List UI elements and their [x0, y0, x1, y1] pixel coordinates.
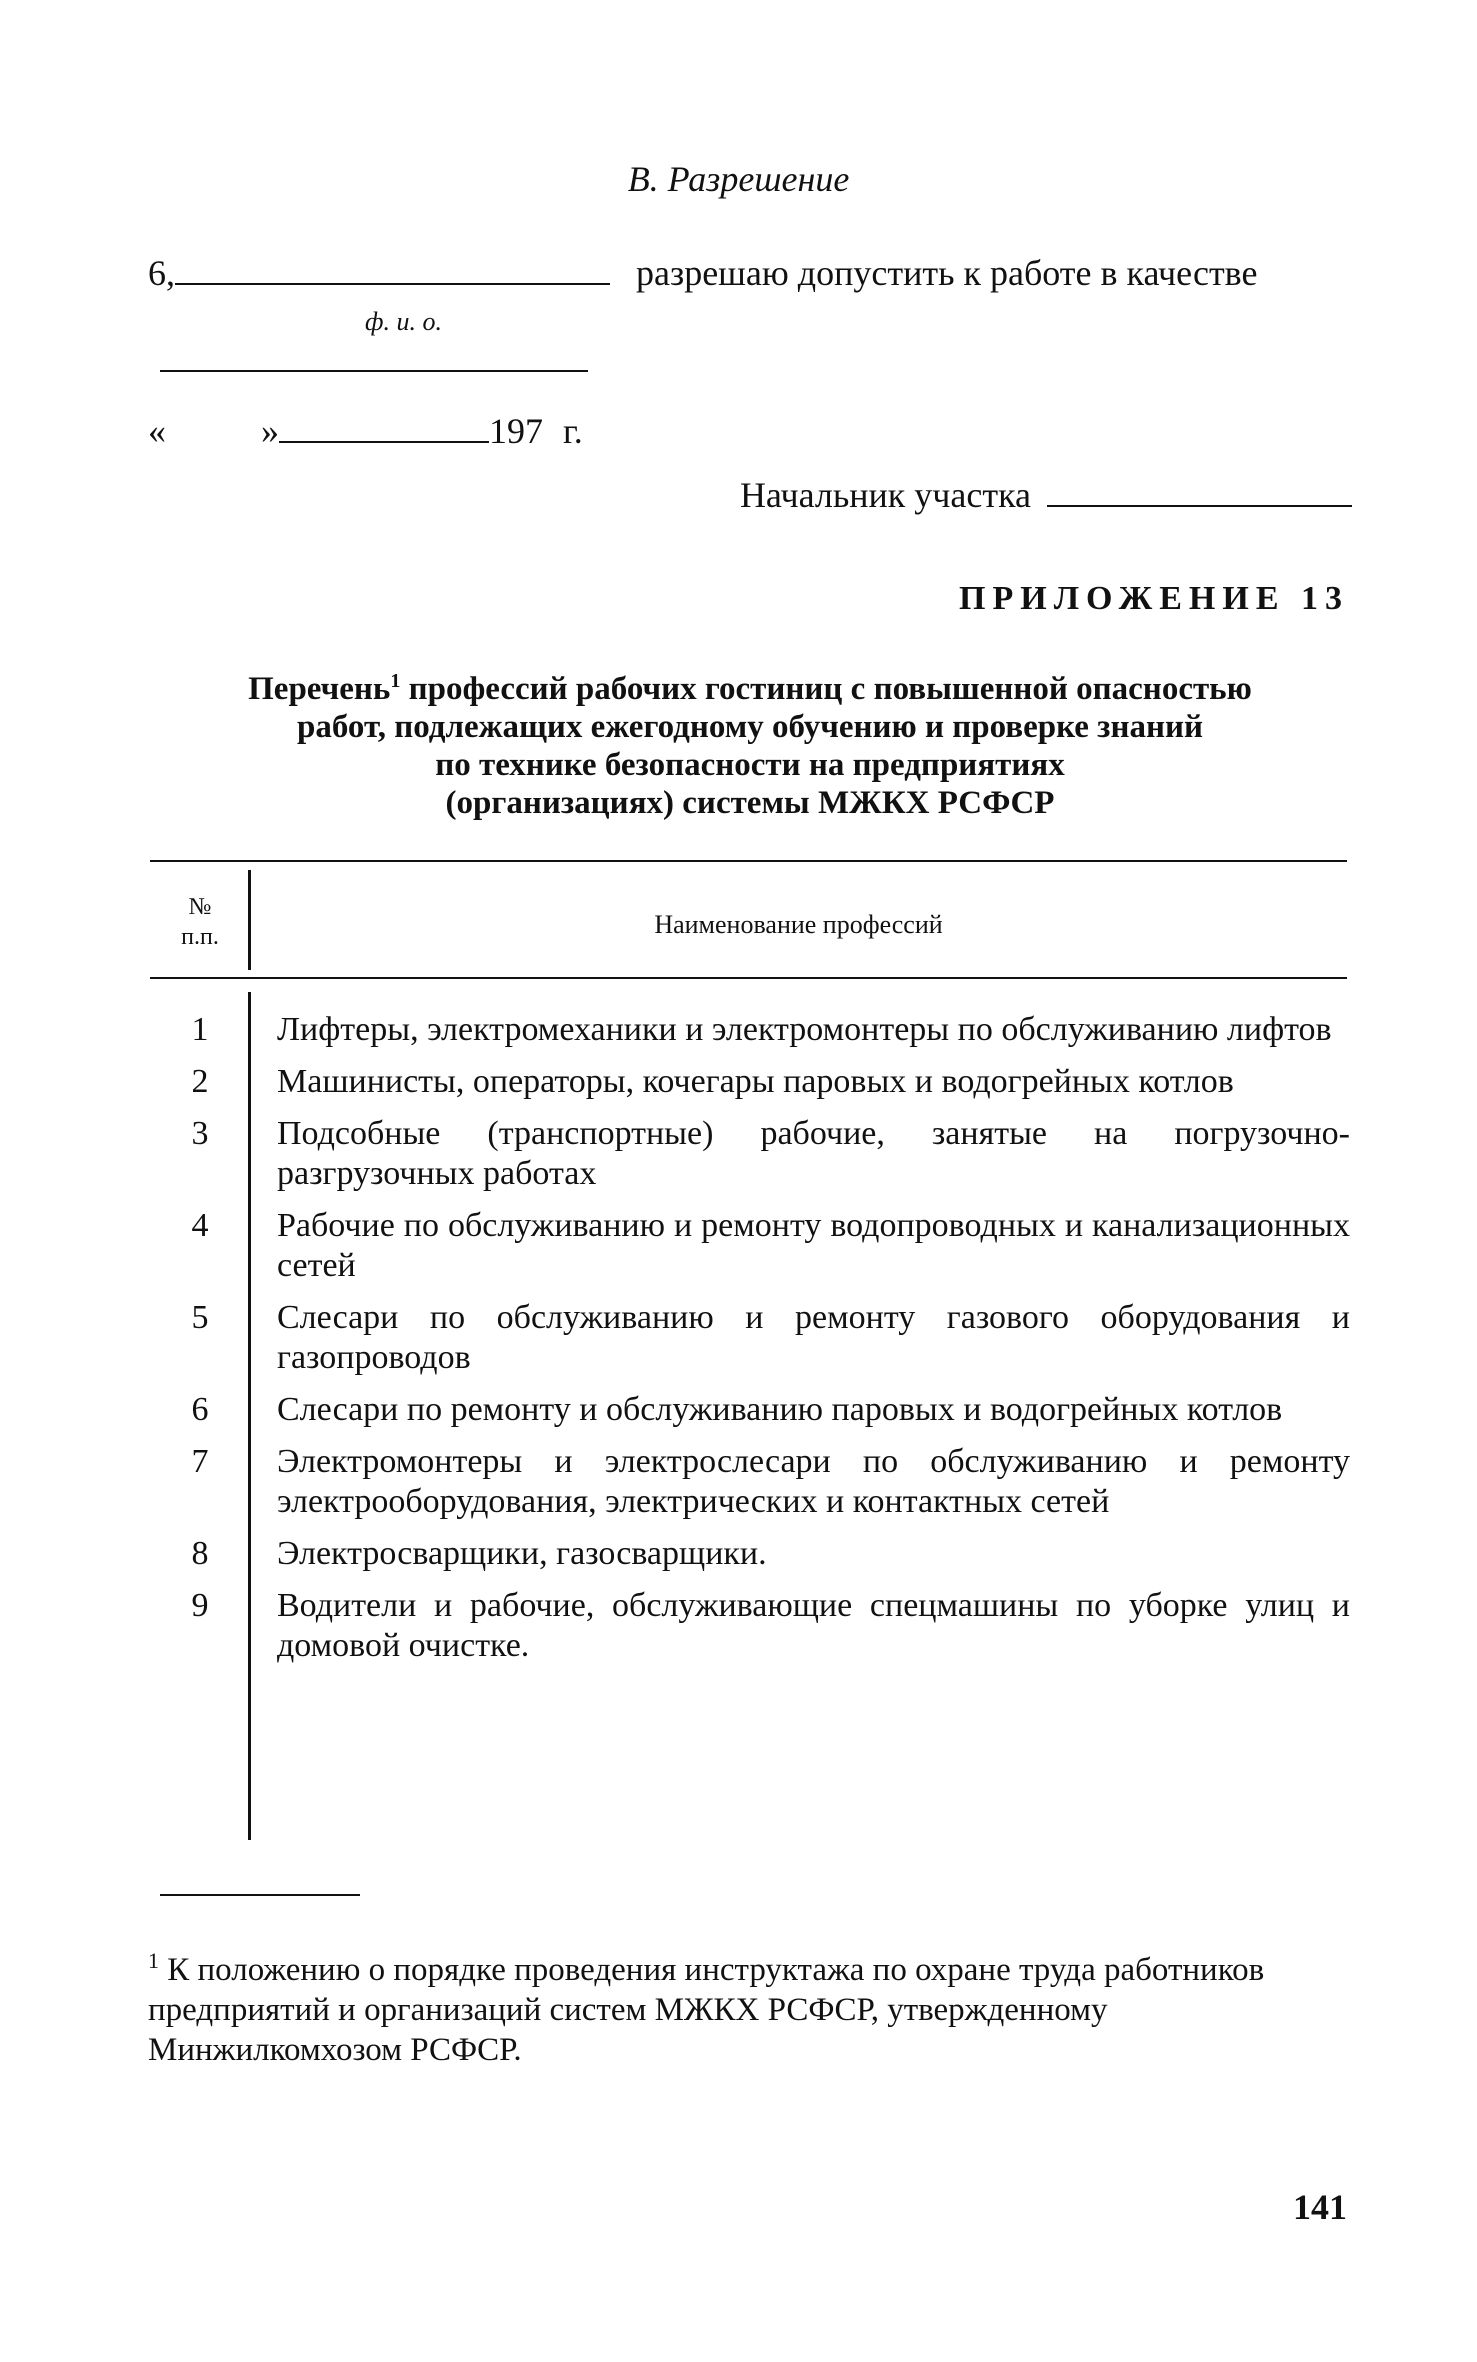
chief-signature-blank	[1047, 479, 1352, 507]
row-profession: Подсобные (транспортные) рабочие, занятые на погрузочно-разгрузочных работах	[277, 1115, 1350, 1192]
heading-line3: по технике безопасности на предприятиях	[435, 747, 1065, 783]
date-blank	[279, 415, 489, 443]
row-number: 4	[191, 1207, 209, 1244]
chief-label: Начальник участка	[739, 475, 1031, 515]
column-header-number-abbr: п.п.	[181, 924, 219, 950]
row-profession: Машинисты, операторы, кочегары паровых и водогрейных котлов	[277, 1063, 1234, 1100]
section-title: В. Разрешение	[627, 159, 850, 199]
table-row	[150, 1114, 1350, 1194]
date-open-quote: «	[148, 411, 166, 451]
permission-line	[148, 252, 1257, 294]
appendix-title: ПРИЛОЖЕНИЕ 13	[959, 580, 1349, 617]
row-profession: Рабочие по обслуживанию и ремонту водопроводных и канализационных сетей	[277, 1207, 1350, 1284]
row-profession: Лифтеры, электромеханики и электромонтеры по обслуживанию лифтов	[277, 1011, 1332, 1048]
footnote-mark: 1	[148, 1948, 159, 1973]
heading-line2: работ, подлежащих ежегодному обучению и проверке знаний	[296, 709, 1204, 745]
table-row	[150, 1298, 1350, 1378]
table-row	[150, 1390, 1350, 1430]
table-row	[150, 1010, 1350, 1050]
footnote-text: К положению о порядке проведения инструктажа по охране труда работников предприятий и организаций систем МЖКХ РСФСР, утвержденному Минжилкомхозом РСФСР.	[148, 1952, 1265, 2068]
table-header-rule	[150, 977, 1347, 979]
date-year: 197	[489, 411, 543, 451]
footnote-rule	[160, 1894, 360, 1896]
row-number: 8	[191, 1535, 209, 1572]
row-profession: Водители и рабочие, обслуживающие спецмашины по уборке улиц и домовой очистке.	[277, 1587, 1350, 1664]
table-row	[150, 1534, 1350, 1574]
position-blank	[160, 370, 588, 372]
row-number: 7	[191, 1443, 209, 1480]
heading-line1: профессий рабочих гостиниц с повышенной опасностью	[408, 671, 1252, 707]
table-row	[150, 1206, 1350, 1286]
date-year-suffix: г.	[563, 411, 583, 451]
row-number: 3	[191, 1115, 209, 1152]
row-profession: Слесари по обслуживанию и ремонту газового оборудования и газопроводов	[277, 1299, 1350, 1376]
row-number: 1	[191, 1011, 209, 1048]
table-top-rule	[150, 860, 1347, 862]
table-row	[150, 1442, 1350, 1522]
table-body	[150, 1010, 1350, 1678]
fio-caption: ф. и. о.	[365, 307, 442, 336]
permission-text: разрешаю допустить к работе в качестве	[636, 253, 1258, 293]
heading-footnote-mark: 1	[390, 670, 401, 692]
list-heading	[150, 670, 1350, 822]
row-number: 9	[191, 1587, 209, 1624]
row-number: 2	[191, 1063, 209, 1100]
row-number: 5	[191, 1299, 209, 1336]
permission-number: 6,	[148, 253, 175, 293]
column-header-number-sign: №	[188, 894, 212, 920]
name-blank	[175, 257, 610, 285]
heading-word: Перечень	[248, 671, 391, 707]
footnote	[148, 1950, 1328, 2070]
row-profession: Электросварщики, газосварщики.	[277, 1535, 767, 1572]
heading-line4: (организациях) системы МЖКХ РСФСР	[445, 785, 1055, 821]
row-profession: Электромонтеры и электрослесари по обслуживанию и ремонту электрооборудования, электрических и контактных сетей	[277, 1443, 1350, 1520]
row-number: 6	[191, 1391, 209, 1428]
row-profession: Слесари по ремонту и обслуживанию паровых и водогрейных котлов	[277, 1391, 1283, 1428]
column-header-name: Наименование профессий	[654, 910, 943, 939]
date-line	[148, 410, 583, 452]
table-row	[150, 1062, 1350, 1102]
chief-line	[740, 474, 1352, 516]
column-header-number	[150, 892, 250, 952]
page-number: 141	[1293, 2187, 1347, 2227]
date-close-quote: »	[261, 411, 279, 451]
table-row	[150, 1586, 1350, 1666]
